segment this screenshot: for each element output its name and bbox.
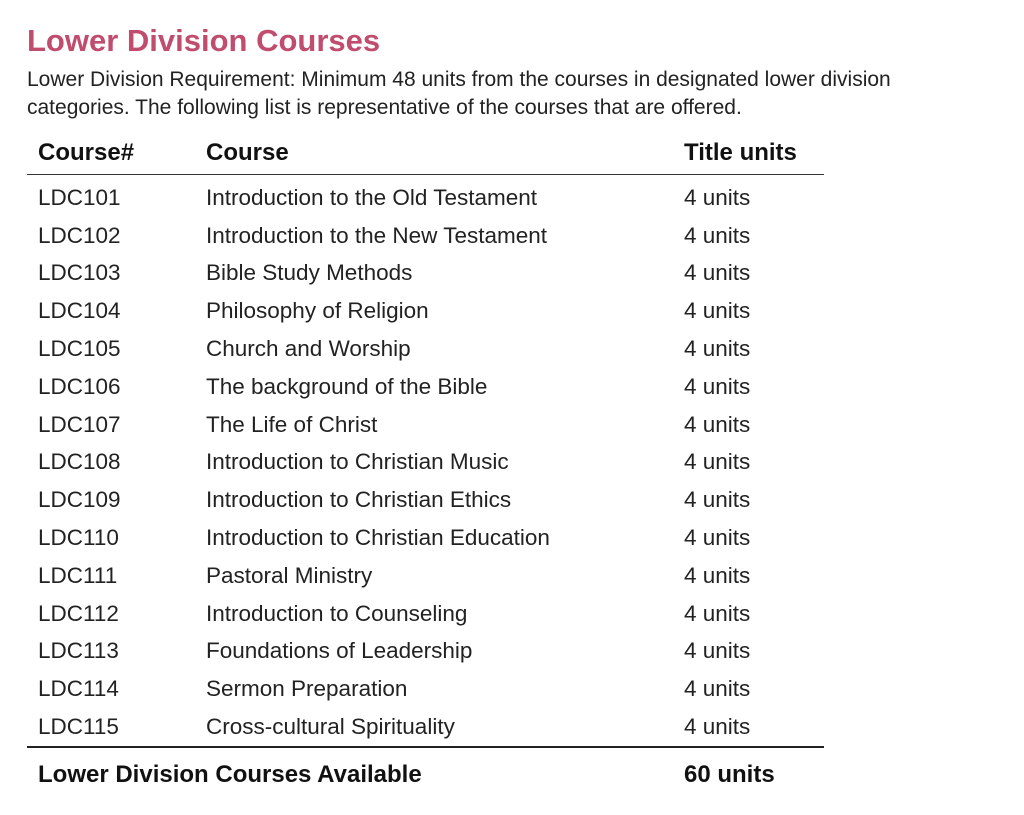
course-units-cell: 4 units — [684, 487, 751, 513]
course-units-cell: 4 units — [684, 336, 751, 362]
course-title-cell: Philosophy of Religion — [206, 298, 429, 324]
course-units-cell: 4 units — [684, 260, 751, 286]
course-title-cell: Foundations of Leadership — [206, 638, 473, 664]
total-row — [27, 747, 824, 802]
table-row — [27, 217, 824, 255]
course-title-cell: Cross-cultural Spirituality — [206, 714, 455, 740]
course-title-cell: Pastoral Ministry — [206, 562, 373, 588]
course-number-cell: LDC115 — [38, 714, 119, 740]
course-title-cell: The Life of Christ — [206, 411, 378, 437]
table-row — [27, 175, 824, 217]
course-units-cell: 4 units — [684, 298, 751, 324]
course-units-cell: 4 units — [684, 184, 751, 210]
course-units-cell: 4 units — [684, 638, 751, 664]
course-number-cell: LDC103 — [38, 260, 121, 286]
course-number-cell: LDC110 — [38, 525, 119, 551]
total-units: 60 units — [684, 747, 824, 802]
course-title-cell: Sermon Preparation — [206, 676, 408, 702]
course-number-cell: LDC113 — [38, 638, 119, 664]
course-number-cell: LDC101 — [38, 184, 121, 210]
table-row — [27, 368, 824, 406]
course-number-cell: LDC106 — [38, 373, 121, 399]
course-title-cell: Bible Study Methods — [206, 260, 413, 286]
header-course-number: Course# — [27, 132, 206, 175]
course-number-cell: LDC109 — [38, 487, 121, 513]
table-body — [27, 175, 824, 747]
table-row — [27, 519, 824, 557]
page-title: Lower Division Courses — [27, 23, 381, 58]
table-row — [27, 633, 824, 671]
table-header — [27, 132, 824, 175]
course-title-cell: Introduction to Christian Ethics — [206, 487, 512, 513]
table-row — [27, 670, 824, 708]
course-title-cell: Introduction to the Old Testament — [206, 184, 538, 210]
course-units-cell: 4 units — [684, 562, 751, 588]
table-row — [27, 557, 824, 595]
course-number-cell: LDC107 — [38, 411, 121, 437]
course-units-cell: 4 units — [684, 373, 751, 399]
course-units-cell: 4 units — [684, 600, 751, 626]
table-row — [27, 708, 824, 747]
table-row — [27, 406, 824, 444]
header-title-units: Title units — [684, 132, 824, 175]
total-label: Lower Division Courses Available — [27, 747, 684, 802]
course-number-cell: LDC112 — [38, 600, 119, 626]
header-row — [27, 132, 824, 175]
table-row — [27, 595, 824, 633]
header-course: Course — [206, 132, 684, 175]
course-number-cell: LDC114 — [38, 676, 119, 702]
course-number-cell: LDC111 — [38, 562, 118, 588]
courses-table — [27, 132, 824, 802]
course-number-cell: LDC105 — [38, 336, 121, 362]
course-number-cell: LDC104 — [38, 298, 121, 324]
course-number-cell: LDC108 — [38, 449, 121, 475]
table-row — [27, 292, 824, 330]
course-title-cell: The background of the Bible — [206, 373, 488, 399]
course-units-cell: 4 units — [684, 676, 751, 702]
course-title-cell: Introduction to Christian Music — [206, 449, 509, 475]
course-units-cell: 4 units — [684, 449, 751, 475]
table-row — [27, 481, 824, 519]
course-number-cell: LDC102 — [38, 222, 121, 248]
course-title-cell: Introduction to Counseling — [206, 600, 468, 626]
intro-paragraph: Lower Division Requirement: Minimum 48 units from the courses in designated lower division categories. The following list is representative of the courses that are offered. — [27, 68, 891, 119]
course-title-cell: Church and Worship — [206, 336, 411, 362]
document-page — [27, 22, 927, 788]
table-footer — [27, 747, 824, 802]
table-row — [27, 255, 824, 293]
course-units-cell: 4 units — [684, 714, 751, 740]
course-units-cell: 4 units — [684, 411, 751, 437]
course-units-cell: 4 units — [684, 525, 751, 551]
table-row — [27, 330, 824, 368]
table-row — [27, 444, 824, 482]
course-title-cell: Introduction to Christian Education — [206, 525, 550, 551]
course-units-cell: 4 units — [684, 222, 751, 248]
course-title-cell: Introduction to the New Testament — [206, 222, 548, 248]
